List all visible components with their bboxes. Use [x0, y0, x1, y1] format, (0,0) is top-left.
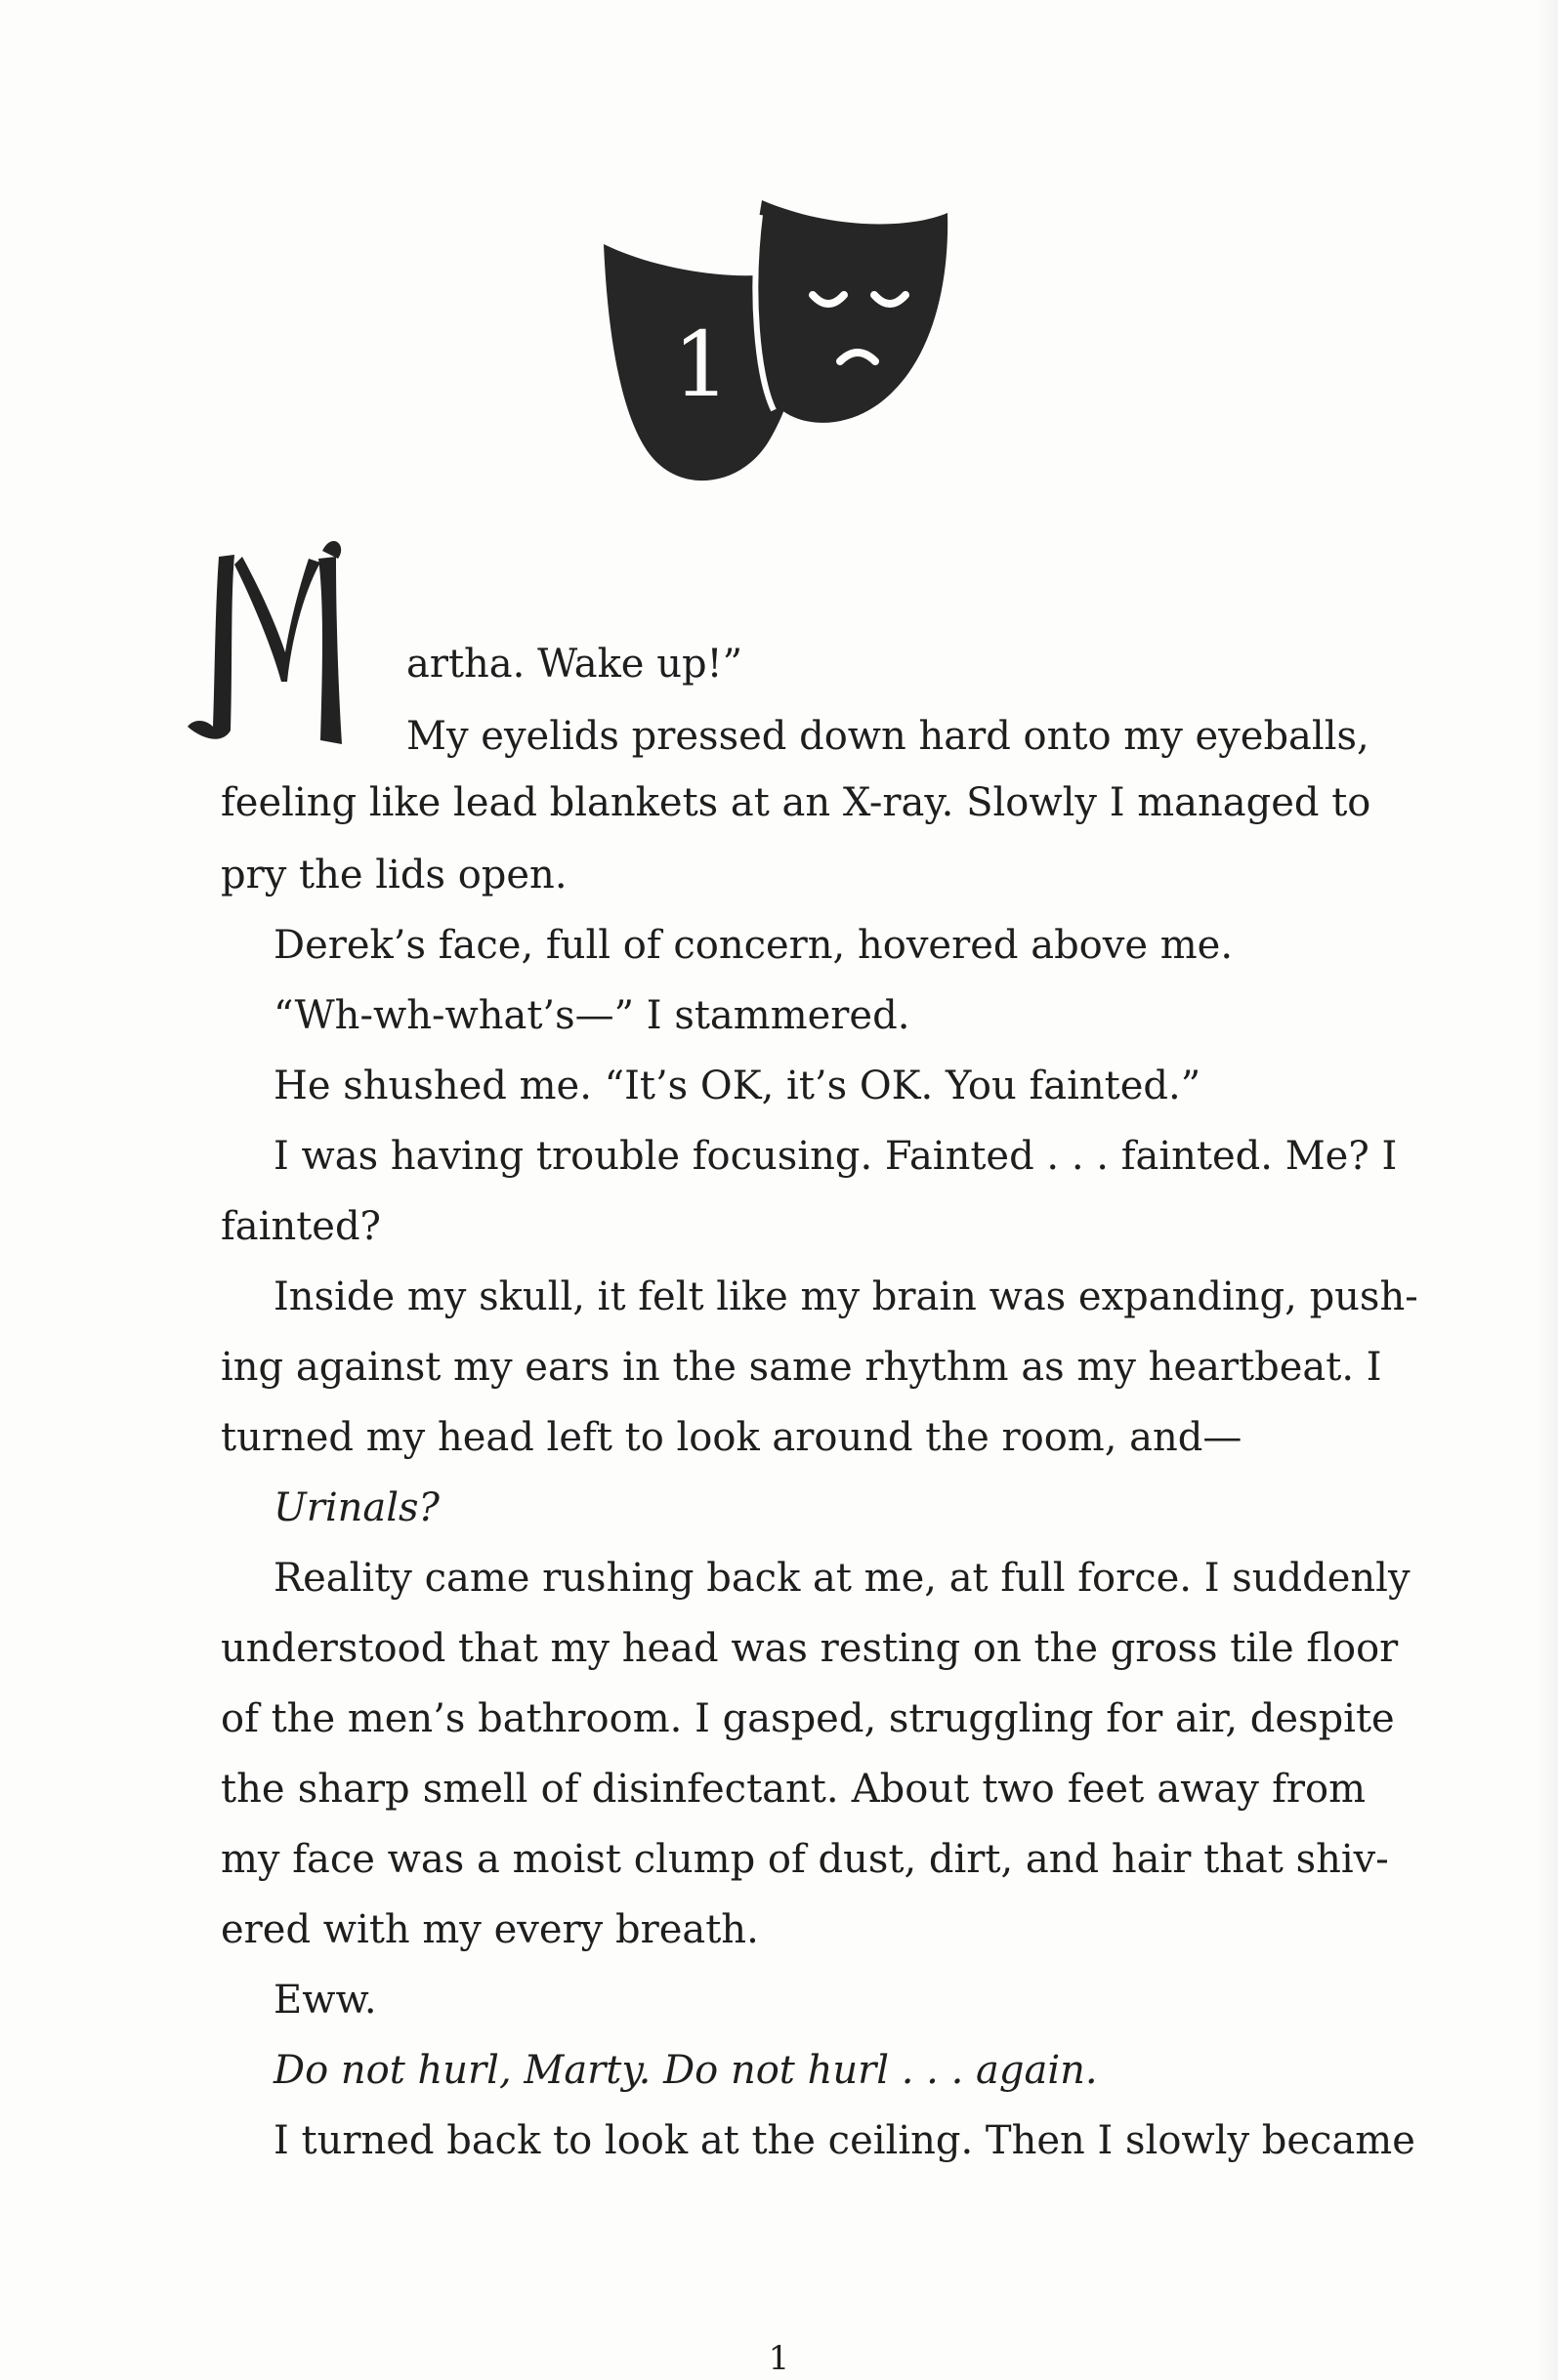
text-line: of the men’s bathroom. I gasped, struggling for air, despite — [221, 1696, 1395, 1741]
text-line: ing against my ears in the same rhythm as my heartbeat. I — [221, 1345, 1382, 1390]
scan-shadow — [1537, 0, 1558, 2380]
chapter-number: 1 — [672, 313, 731, 417]
text-line: “Wh-wh-what’s—” I stammered. — [274, 993, 910, 1038]
text-line: Do not hurl, Marty. Do not hurl . . . again. — [274, 2048, 1098, 2093]
text-line: Eww. — [274, 1978, 377, 2023]
text-line: fainted? — [221, 1204, 382, 1249]
text-line: My eyelids pressed down hard onto my eyeballs, — [406, 714, 1369, 759]
text-line: Reality came rushing back at me, at full force. I suddenly — [274, 1556, 1411, 1601]
text-line: ered with my every breath. — [221, 1907, 759, 1952]
text-line: I turned back to look at the ceiling. Then I slowly became — [274, 2118, 1415, 2163]
text-line: pry the lids open. — [221, 853, 568, 898]
text-line: understood that my head was resting on the gross tile floor — [221, 1626, 1399, 1671]
drop-cap-middle-stroke — [234, 557, 320, 682]
page-number: 1 — [768, 2339, 790, 2378]
theater-masks-icon — [596, 176, 957, 498]
text-line: turned my head left to look around the room, and— — [221, 1415, 1242, 1460]
drop-cap-tip — [322, 541, 341, 559]
text-line: my face was a moist clump of dust, dirt, and hair that shiv- — [221, 1837, 1389, 1882]
text-line: Inside my skull, it felt like my brain was expanding, push- — [274, 1274, 1418, 1319]
drop-cap-letter — [176, 535, 371, 760]
text-line: Derek’s face, full of concern, hovered above me. — [274, 923, 1234, 968]
text-line: Urinals? — [274, 1485, 440, 1530]
text-line: the sharp smell of disinfectant. About two feet away from — [221, 1767, 1366, 1812]
text-line: artha. Wake up!” — [406, 642, 743, 687]
text-line: He shushed me. “It’s OK, it’s OK. You fainted.” — [274, 1064, 1201, 1108]
tragedy-mask-shape — [753, 200, 947, 423]
text-line: feeling like lead blankets at an X-ray. Slowly I managed to — [221, 780, 1371, 825]
drop-cap-left-stroke — [188, 555, 234, 739]
text-line: I was having trouble focusing. Fainted . . . fainted. Me? I — [274, 1134, 1398, 1179]
drop-cap-right-stroke — [318, 557, 342, 744]
